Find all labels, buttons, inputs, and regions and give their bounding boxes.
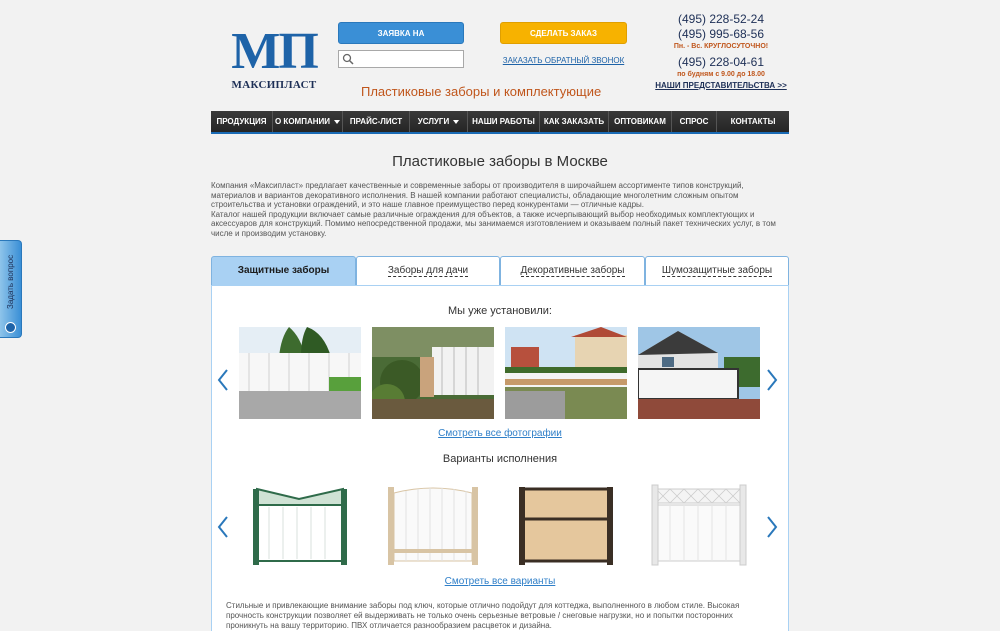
nav-item-contacts[interactable]: КОНТАКТЫ — [730, 117, 776, 126]
page-title: Пластиковые заборы в Москве — [392, 153, 608, 170]
hours-1: Пн. - Вс. КРУГЛОСУТОЧНО! — [673, 43, 769, 50]
main-nav — [211, 111, 789, 134]
installed-photo[interactable] — [505, 327, 627, 419]
nav-item-price-list[interactable]: ПРАЙС-ЛИСТ — [343, 111, 410, 132]
tab-panel — [211, 285, 789, 631]
place-order-button[interactable]: СДЕЛАТЬ ЗАКАЗ — [500, 22, 627, 44]
nav-item-products[interactable]: ПРОДУКЦИЯ — [211, 111, 273, 132]
all-photos-link[interactable]: Смотреть все фотографии — [438, 428, 562, 439]
tab-dacha-fences[interactable]: Заборы для дачи — [356, 256, 500, 286]
nav-item-how-to-order[interactable]: КАК ЗАКАЗАТЬ — [540, 111, 609, 132]
site-tagline: Пластиковые заборы и комплектующие — [361, 84, 602, 99]
variant-image[interactable] — [638, 475, 760, 567]
variant-image[interactable] — [505, 475, 627, 567]
representatives-link[interactable]: НАШИ ПРЕДСТАВИТЕЛЬСТВА >> — [655, 81, 787, 90]
tab-noise-fences[interactable]: Шумозащитные заборы — [645, 256, 789, 286]
installed-photo[interactable] — [239, 327, 361, 419]
chevron-left-icon[interactable] — [216, 515, 230, 539]
variants-title: Варианты исполнения — [442, 453, 558, 465]
tab-description: Стильные и привлекающие внимание заборы под ключ, которые отлично подойдут для коттеджа, выполненного в любом стиле. Высокая прочность конструкции позволяет ей выдерживать не только очень серьезные ветровые / снеговые нагрузки, но и попытки посторонних проникнуть на вашу территорию. ПВХ отличается разнообразием расцветок и дизайна. — [226, 601, 740, 630]
chevron-right-icon[interactable] — [765, 368, 779, 392]
installed-photo[interactable] — [372, 327, 494, 419]
search-icon[interactable] — [342, 53, 354, 65]
phone-2[interactable]: (495) 995-68-56 — [677, 27, 765, 41]
intro-paragraph-1: Компания «Максипласт» предлагает качественные и современные заборы от производителя в широчайшем ассортименте типов конструкций, материалов и вариантов декоративного исполнения. В нашей компании работают специалисты, обладающие многолетним сложным опытом строительства и установки ограждений, и это наше главное преимущество перед конкурентами — отличные кадры. — [211, 181, 744, 210]
page — [211, 0, 789, 631]
search-box[interactable] — [338, 50, 464, 68]
ask-question-widget[interactable] — [0, 240, 22, 338]
cooperation-request-button[interactable]: ЗАЯВКА НА — [338, 22, 464, 44]
fence-type-tabs — [211, 256, 789, 286]
nav-item-our-works[interactable]: НАШИ РАБОТЫ — [468, 111, 540, 132]
phone-1[interactable]: (495) 228-52-24 — [677, 12, 765, 26]
phone-3[interactable]: (495) 228-04-61 — [677, 55, 765, 69]
installed-title: Мы уже установили: — [448, 305, 552, 317]
chevron-right-icon[interactable] — [765, 515, 779, 539]
intro-paragraph-2: Каталог нашей продукции включает самые различные ограждения для объектов, а также исчерпывающий выбор необходимых комплектующих и аксессуаров для конструкций. Помимо непосредственной продажи, мы занимаемся изготовлением и оказываем полный пакет технических услуг, в том числе и производим установку. — [211, 209, 776, 238]
nav-item-services[interactable]: УСЛУГИ — [410, 111, 468, 132]
chevron-down-icon — [334, 120, 340, 124]
chevron-left-icon[interactable] — [216, 368, 230, 392]
logo-name: МАКСИПЛАСТ — [231, 79, 317, 91]
logo-mark: МП — [231, 23, 317, 80]
nav-item-demand[interactable]: СПРОС — [672, 111, 717, 132]
intro-text — [211, 181, 789, 239]
ask-question-label: Задать вопрос — [6, 254, 15, 310]
contacts-block — [653, 12, 789, 90]
variants-carousel — [239, 475, 759, 567]
search-input[interactable] — [355, 52, 461, 66]
callback-link[interactable]: ЗАКАЗАТЬ ОБРАТНЫЙ ЗВОНОК — [502, 56, 625, 65]
hours-2: по будням с 9.00 до 18.00 — [677, 71, 765, 78]
chevron-down-icon — [453, 120, 459, 124]
installed-photos-carousel — [239, 327, 759, 419]
nav-item-wholesale[interactable]: ОПТОВИКАМ — [609, 111, 672, 132]
question-icon — [5, 322, 16, 333]
nav-item-about[interactable]: О КОМПАНИИ — [273, 111, 343, 132]
logo[interactable] — [227, 23, 321, 91]
variant-image[interactable] — [239, 475, 361, 567]
installed-photo[interactable] — [638, 327, 760, 419]
all-variants-link[interactable]: Смотреть все варианты — [444, 576, 556, 587]
tab-decorative-fences[interactable]: Декоративные заборы — [500, 256, 645, 286]
variant-image[interactable] — [372, 475, 494, 567]
tab-protective-fences[interactable]: Защитные заборы — [211, 256, 356, 286]
